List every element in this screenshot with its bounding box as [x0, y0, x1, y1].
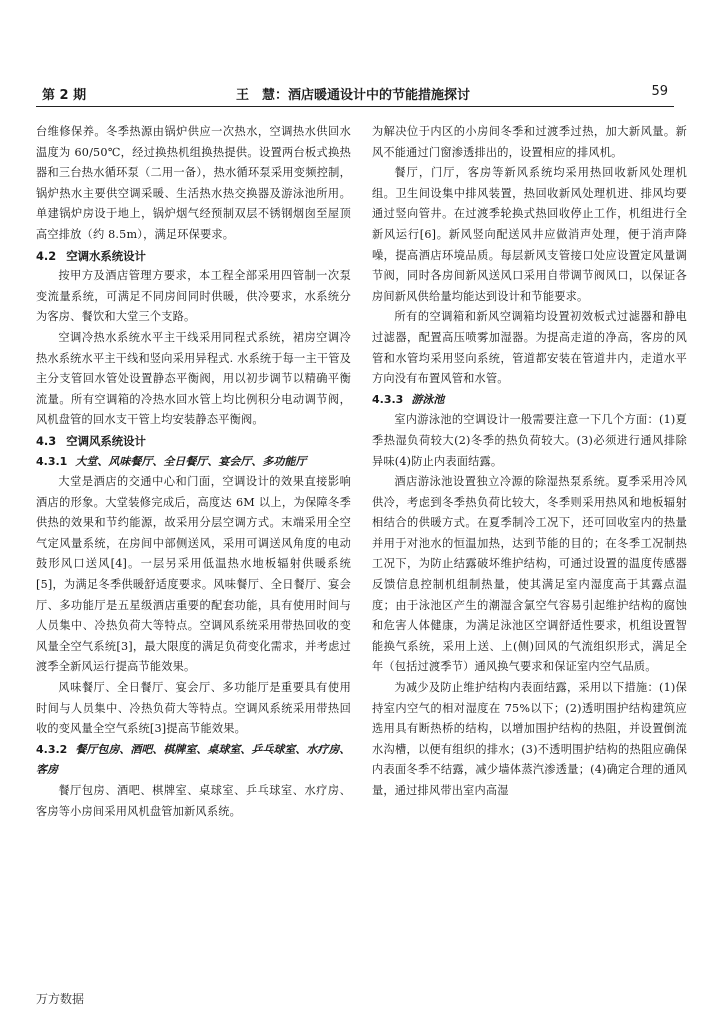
- heading-number: 4.3.3: [372, 392, 404, 406]
- heading-text: 空调风系统设计: [66, 433, 146, 448]
- subsection-heading: [372, 390, 687, 411]
- paragraph: 台维修保养。冬季热源由锅炉供应一次热水，空调热水供回水温度为 60/50℃，经过换热机组换热提供。设置两台板式换热器和三台热水循环泵（二用一备），热水循环泵采用变频控制，锅炉热水主要供空调采暖、生活热水热交换器及游泳池所用。单建锅炉房设于地上，锅炉烟气经预制双层不锈钢烟囱至屋顶高空排放（约 8.5m），满足环保要求。: [36, 125, 351, 241]
- paragraph: 所有的空调箱和新风空调箱均设置初效板式过滤器和静电过滤器，配置高压喷雾加湿器。为提高走道的净高，客房的风管和水管均采用竖向系统，管道都安装在管道井内，走道水平方向没有布置风管和水管。: [372, 310, 687, 386]
- paragraph: 按甲方及酒店管理方要求，本工程全部采用四管制一次泵变流量系统，可满足不同房间同时供暖，供冷要求，水系统分为客房、餐饮和大堂三个支路。: [36, 269, 351, 324]
- section-heading: [36, 246, 351, 267]
- paragraph: 酒店游泳池设置独立冷源的除湿热泵系统。夏季采用冷风供冷，考虑到冬季热负荷比较大，冬季则采用热风和地板辐射相结合的供暖方式。在夏季制冷工况下，还可回收室内的热量并用于对池水的恒温加热，达到节能的目的；在冬季工况制热工况下，为防止结露破坏维护结构，可通过设置的温度传感器反馈信息控制机组制热量，使其满足室内湿度高于其露点温度；由于泳池区产生的潮湿含氯空气容易引起维护结构的腐蚀和危害人体健康，为满足泳池区空调舒适性要求，机组设置智能换气系统，采用上送、上(侧)回风的气流组织形式，满足全年（包括过渡季节）通风换气要求和保证室内空气品质。: [372, 475, 687, 674]
- heading-number: 4.2: [36, 248, 57, 263]
- watermark: 万方数据: [36, 992, 85, 1006]
- running-title: 王 慧：酒店暖通设计中的节能措施探讨: [236, 88, 471, 103]
- paragraph: 为解决位于内区的小房间冬季和过渡季过热，加大新风量。新风不能通过门窗渗透排出的，设置相应的排风机。: [372, 125, 687, 159]
- paragraph: 大堂是酒店的交通中心和门面，空调设计的效果直接影响酒店的形象。大堂装修完成后，高度达 6M 以上，为保障冬季供热的效果和节约能源，故采用分层空调方式。末端采用全空气定风量系统，在房间中部侧送风，采用可调送风角度的电动鼓形风口送风[4]。一层另采用低温热水地板辐射供暖系统[5]，为满足冬季供暖舒适度要求。风味餐厅、全日餐厅、宴会厅、多功能厅是五星级酒店重要的配套功能，具有使用时间与人员集中、冷热负荷大等特点。空调风系统采用带热回收的变风量全空气系统[3]，最大限度的满足负荷变化需求，并考虑过渡季全新风运行提高节能效果。: [36, 475, 351, 674]
- page-number: 59: [651, 84, 668, 99]
- heading-number: 4.3.2: [36, 742, 68, 756]
- issue-number: 第 2 期: [42, 88, 87, 103]
- subsection-heading: [36, 452, 351, 473]
- paragraph: 风味餐厅、全日餐厅、宴会厅、多功能厅是重要具有使用时间与人员集中、冷热负荷大等特点。空调风系统采用带热回收的变风量全空气系统[3]提高节能效果。: [36, 681, 351, 736]
- section-heading: [36, 431, 351, 452]
- left-column: [36, 122, 351, 822]
- paragraph: 室内游泳池的空调设计一般需要注意一下几个方面：(1)夏季热湿负荷较大(2)冬季的热负荷较大。(3)必须进行通风排除异味(4)防止内表面结露。: [372, 413, 687, 468]
- subsection-heading: [36, 740, 351, 781]
- right-column: [372, 122, 687, 802]
- paragraph: 餐厅包房、酒吧、棋牌室、桌球室、乒乓球室、水疗房、客房等小房间采用风机盘管加新风系统。: [36, 784, 351, 818]
- paragraph: 餐厅，门厅，客房等新风系统均采用热回收新风处理机组。卫生间设集中排风装置，热回收新风处理机进、排风均要通过竖向管井。在过渡季轮换式热回收停止工作，机组进行全新风运行[6]。新风竖向配送风井应做消声处理，便于消声降噪，提高酒店环境品质。每层新风支管接口处应设置定风量调节阀，同时各房间新风送风口采用自带调节阀风口，以保证各房间新风供给量均能达到设计和节能要求。: [372, 166, 687, 303]
- paragraph: 空调冷热水系统水平主干线采用同程式系统，裙房空调冷热水系统水平主干线和竖向采用异程式. 水系统于每一主干管及主分支管回水管处设置静态平衡阀，用以初步调节以精确平衡流量。所有空调箱的冷热水回水管上均比例积分电动调节阀，风机盘管的回水支干管上均安装静态平衡阀。: [36, 330, 351, 427]
- heading-text: 餐厅包房、酒吧、棋牌室、桌球室、乒乓球室、水疗房、客房: [36, 742, 351, 777]
- heading-number: 4.3: [36, 433, 57, 448]
- running-header: [36, 82, 674, 107]
- heading-text: 大堂、风味餐厅、全日餐厅、宴会厅、多功能厅: [75, 454, 307, 468]
- heading-text: 游泳池: [411, 392, 445, 406]
- heading-text: 空调水系统设计: [66, 248, 146, 263]
- heading-number: 4.3.1: [36, 454, 68, 468]
- paragraph: 为减少及防止维护结构内表面结露，采用以下措施：(1)保持室内空气的相对湿度在 75%以下；(2)透明围护结构建筑应选用具有断热桥的结构，以增加围护结构的热阻，并设置倒流水沟槽，以便有组织的排水；(3)不透明围护结构的热阻应确保内表面冬季不结露，减少墙体蒸汽渗透量；(4)确定合理的通风量，通过排风带出室内高湿: [372, 681, 687, 797]
